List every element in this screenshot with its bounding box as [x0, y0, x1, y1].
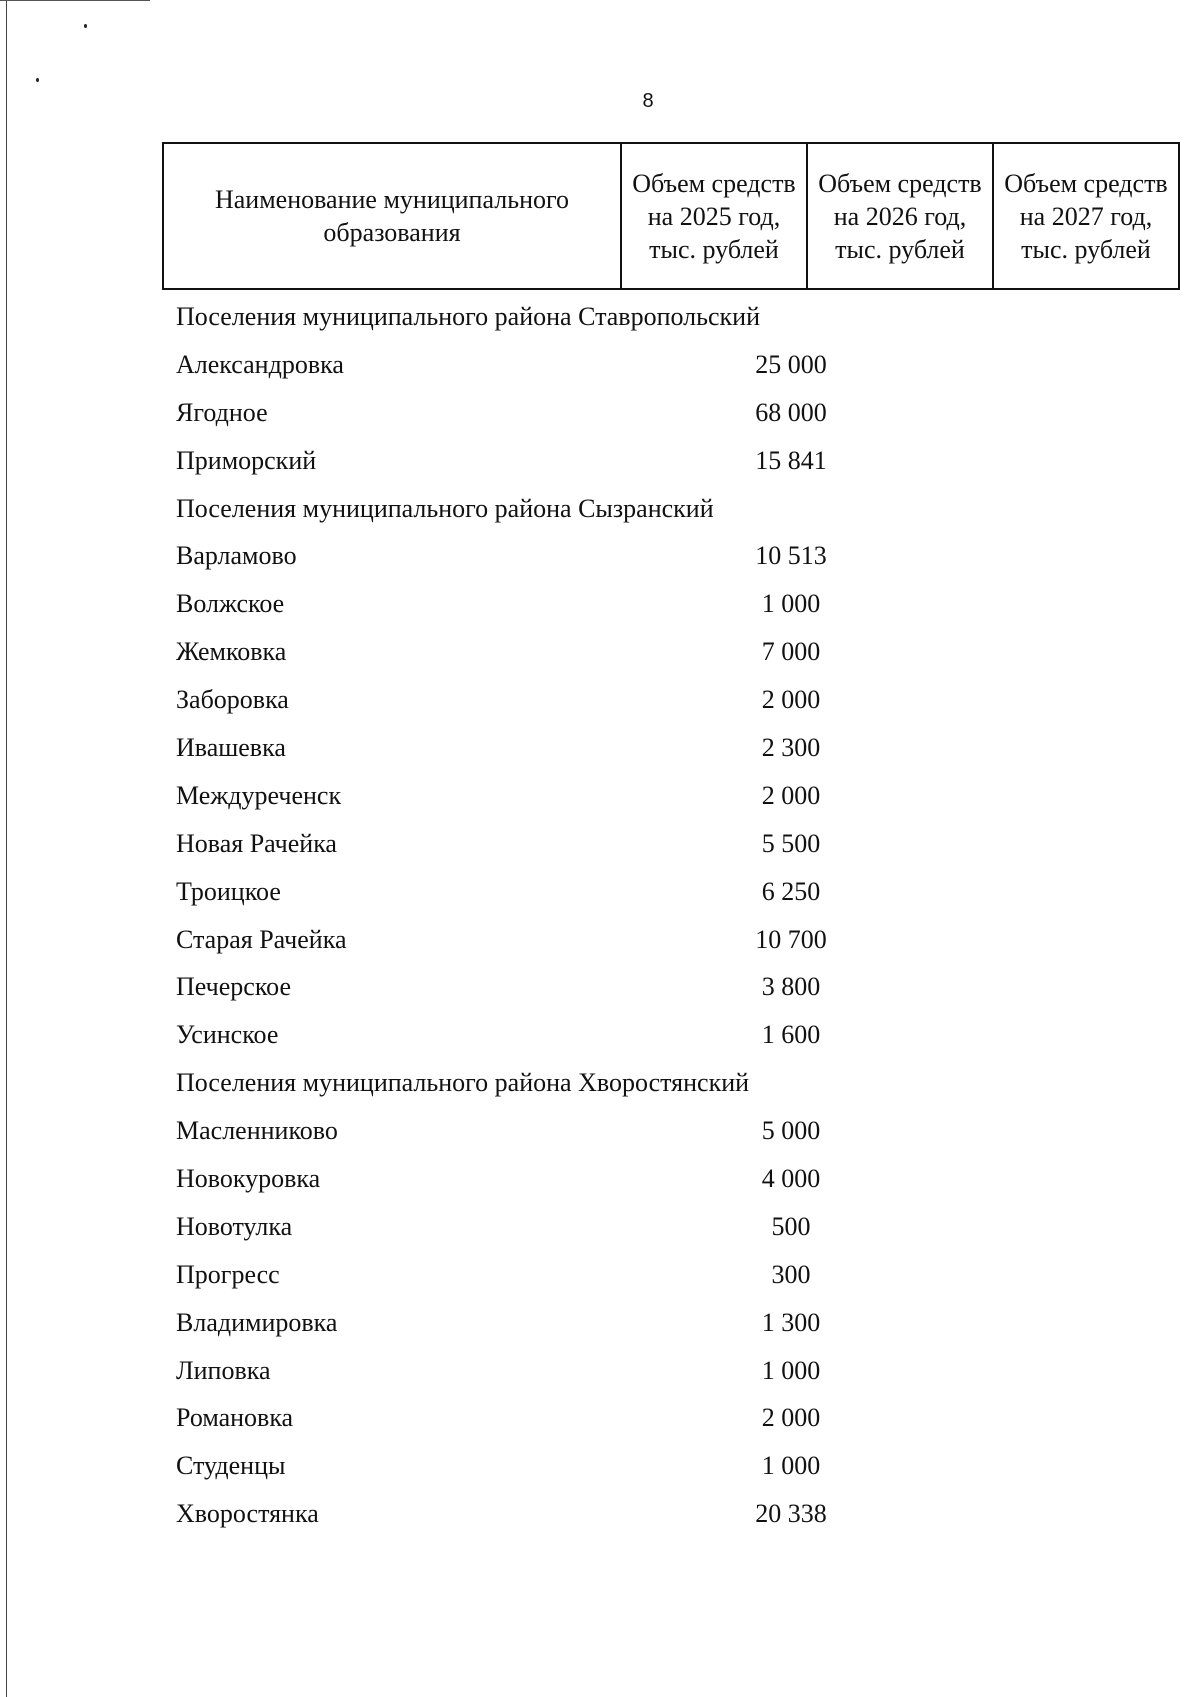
- amount-2025: 1 600: [761, 1020, 821, 1050]
- amount-2025: 2 000: [761, 1403, 821, 1433]
- municipality-name: Троицкое: [176, 876, 281, 906]
- table-row: [176, 678, 1176, 726]
- municipality-name: Старая Рачейка: [176, 924, 347, 954]
- table-row: [176, 1301, 1176, 1349]
- table-row: [176, 965, 1176, 1013]
- municipality-name: Приморский: [176, 445, 317, 475]
- amount-2025: 7 000: [761, 637, 821, 667]
- header-amount-2025: Объем средств на 2025 год, тыс. рублей: [621, 143, 807, 289]
- municipality-name: Новотулка: [176, 1211, 293, 1241]
- table-row: [176, 534, 1176, 582]
- amount-2025: 1 000: [761, 1355, 821, 1385]
- table-row: [176, 1109, 1176, 1157]
- amount-2025: 68 000: [755, 397, 827, 427]
- table-row: [176, 582, 1176, 630]
- table-row: [176, 918, 1176, 966]
- municipality-name: Новокуровка: [176, 1164, 321, 1194]
- section-title: Поселения муниципального района Ставропольский: [176, 302, 760, 331]
- section-title: Поселения муниципального района Сызранский: [176, 493, 714, 523]
- municipality-name: Романовка: [176, 1403, 294, 1433]
- table-row: [176, 774, 1176, 822]
- table-row: [176, 870, 1176, 918]
- header-municipality-name: Наименование муниципального образования: [163, 143, 621, 289]
- header-amount-2027: Объем средств на 2027 год, тыс. рублей: [993, 143, 1179, 289]
- table-row: [176, 1013, 1176, 1061]
- table-row: [176, 1253, 1176, 1301]
- municipality-name: Ягодное: [176, 397, 268, 427]
- table-row: [176, 726, 1176, 774]
- municipality-name: Усинское: [176, 1020, 279, 1050]
- table-header: [162, 142, 1180, 290]
- table-row: [176, 1444, 1176, 1492]
- amount-2025: 25 000: [755, 349, 827, 379]
- municipality-name: Студенцы: [176, 1451, 286, 1481]
- table-row: [176, 391, 1176, 439]
- municipality-name: Хворостянка: [176, 1499, 319, 1529]
- amount-2025: 2 300: [761, 733, 821, 763]
- scan-speck: [36, 78, 39, 82]
- municipality-name: Владимировка: [176, 1307, 338, 1337]
- table-row: [176, 1396, 1176, 1444]
- amount-2025: 10 513: [755, 541, 827, 571]
- municipality-name: Масленниково: [176, 1116, 338, 1146]
- section-title: Поселения муниципального района Хворостянский: [176, 1068, 750, 1098]
- amount-2025: 5 000: [761, 1116, 821, 1146]
- amount-2025: 20 338: [755, 1499, 827, 1529]
- amount-2025: 4 000: [761, 1164, 821, 1194]
- municipality-name: Заборовка: [176, 685, 289, 715]
- amount-2025: 1 000: [761, 589, 821, 619]
- amount-2025: 1 000: [761, 1451, 821, 1481]
- amount-2025: 2 000: [761, 685, 821, 715]
- amount-2025: 3 800: [761, 972, 821, 1002]
- amount-2025: 2 000: [761, 780, 821, 810]
- page-number: 8: [642, 90, 654, 112]
- municipality-name: Александровка: [176, 349, 344, 379]
- municipality-name: Варламово: [176, 541, 297, 571]
- amount-2025: 6 250: [761, 876, 821, 906]
- municipality-name: Ивашевка: [176, 733, 286, 763]
- section-row: [176, 295, 1176, 343]
- section-row: [176, 487, 1176, 535]
- amount-2025: 5 500: [761, 828, 821, 858]
- municipality-name: Волжское: [176, 589, 285, 619]
- amount-2025: 15 841: [755, 445, 827, 475]
- amount-2025: 300: [771, 1259, 811, 1289]
- table-row: [176, 439, 1176, 487]
- table-row: [176, 1157, 1176, 1205]
- municipality-name: Липовка: [176, 1355, 271, 1385]
- header-amount-2026: Объем средств на 2026 год, тыс. рублей: [807, 143, 993, 289]
- municipality-name: Прогресс: [176, 1259, 280, 1289]
- table-row: [176, 1492, 1176, 1540]
- amount-2025: 500: [771, 1211, 811, 1241]
- scan-speck: [84, 24, 87, 28]
- municipality-name: Новая Рачейка: [176, 828, 337, 858]
- table-row: [176, 1205, 1176, 1253]
- municipality-name: Жемковка: [176, 637, 287, 667]
- table-row: [176, 1349, 1176, 1397]
- scan-edge-left: [6, 0, 7, 1697]
- table-row: [176, 630, 1176, 678]
- municipality-name: Печерское: [176, 972, 291, 1002]
- amount-2025: 1 300: [761, 1307, 821, 1337]
- table-row: [176, 343, 1176, 391]
- section-row: [176, 1061, 1176, 1109]
- municipality-name: Междуреченск: [176, 780, 342, 810]
- amount-2025: 10 700: [755, 924, 827, 954]
- table-row: [176, 822, 1176, 870]
- table-body: [176, 295, 1176, 1540]
- scan-edge-top: [0, 0, 150, 1]
